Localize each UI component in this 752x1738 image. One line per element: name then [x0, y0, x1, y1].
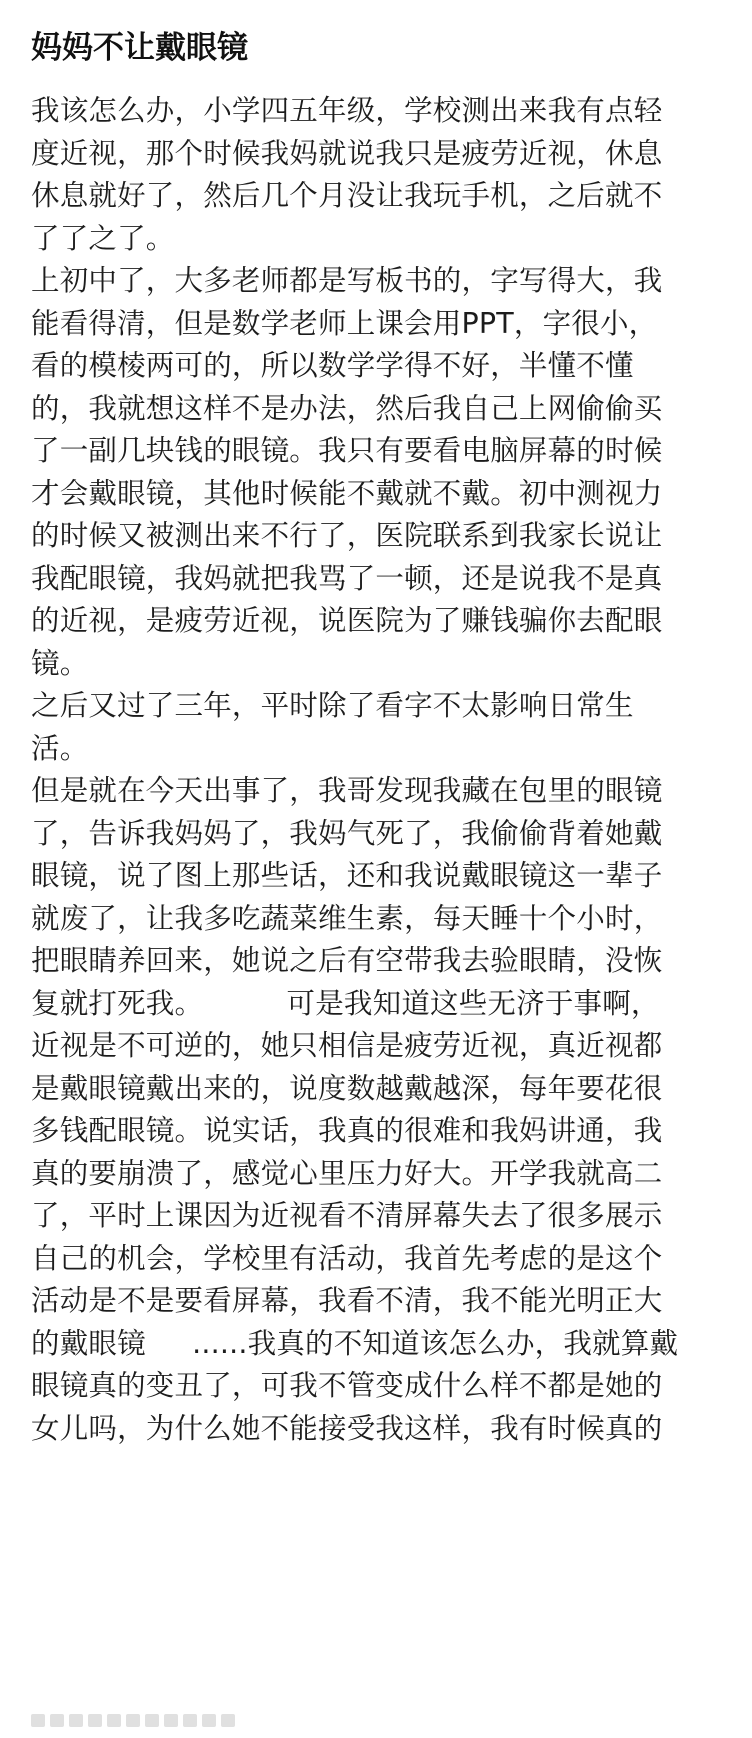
- body-line: 度近视，那个时候我妈就说我只是疲劳近视，休息: [31, 136, 663, 170]
- body-line: 镜。: [31, 646, 89, 680]
- body-line: 但是就在今天出事了，我哥发现我藏在包里的眼镜: [31, 774, 663, 807]
- body-line: 休息就好了，然后几个月没让我玩手机，之后就不: [31, 179, 663, 212]
- body-line: 多钱配眼镜。说实话，我真的很难和我妈讲通，我: [31, 1114, 663, 1147]
- body-line: 自己的机会，学校里有活动，我首先考虑的是这个: [31, 1241, 663, 1275]
- body-line: 女儿吗，为什么她不能接受我这样，我有时候真的: [31, 1411, 663, 1445]
- body-line: 眼镜真的变丑了，可我不管变成什么样不都是她的: [31, 1369, 663, 1402]
- body-line: 近视是不可逆的，她只相信是疲劳近视，真近视都: [31, 1029, 663, 1062]
- body-line: 的时候又被测出来不行了，医院联系到我家长说让: [31, 519, 663, 552]
- body-line: 就废了，让我多吃蔬菜维生素，每天睡十个小时，: [31, 901, 663, 935]
- body-line: 上初中了，大多老师都是写板书的，字写得大，我: [31, 264, 663, 297]
- body-line: 的，我就想这样不是办法，然后我自己上网偷偷买: [31, 391, 663, 425]
- body-line: 活动是不是要看屏幕，我看不清，我不能光明正大: [31, 1284, 663, 1317]
- body-line: 看的模棱两可的，所以数学学得不好，半懂不懂: [31, 349, 634, 382]
- body-line: 了了之了。: [31, 221, 175, 255]
- body-line: 我配眼镜，我妈就把我骂了一顿，还是说我不是真: [31, 561, 663, 595]
- body-line: 之后又过了三年，平时除了看字不太影响日常生: [31, 689, 634, 722]
- body-line: 的戴眼镜 ......我真的不知道该怎么办，我就算戴: [31, 1326, 679, 1360]
- post-title: 妈妈不让戴眼镜: [31, 30, 248, 66]
- body-line: 的近视，是疲劳近视，说医院为了赚钱骗你去配眼: [31, 604, 663, 637]
- cut-off-text-line: [31, 1712, 271, 1728]
- body-line: 眼镜，说了图上那些话，还和我说戴眼镜这一辈子: [31, 859, 663, 892]
- body-line: 了，平时上课因为近视看不清屏幕失去了很多展示: [31, 1199, 663, 1232]
- body-line: 是戴眼镜戴出来的，说度数越戴越深，每年要花很: [31, 1071, 663, 1105]
- body-line: 了一副几块钱的眼镜。我只有要看电脑屏幕的时候: [31, 434, 663, 467]
- body-line: 才会戴眼镜，其他时候能不戴就不戴。初中测视力: [31, 476, 663, 510]
- body-line: 把眼睛养回来，她说之后有空带我去验眼睛，没恢: [31, 944, 663, 977]
- body-line: 了，告诉我妈妈了，我妈气死了，我偷偷背着她戴: [31, 816, 663, 850]
- body-line: 真的要崩溃了，感觉心里压力好大。开学我就高二: [31, 1156, 663, 1190]
- post-body: [31, 90, 731, 1450]
- body-line: 能看得清，但是数学老师上课会用PPT，字很小，: [31, 306, 658, 340]
- body-line: 我该怎么办，小学四五年级，学校测出来我有点轻: [31, 94, 663, 127]
- body-line: 活。: [31, 731, 89, 765]
- body-line: 复就打死我。 可是我知道这些无济于事啊，: [31, 986, 660, 1020]
